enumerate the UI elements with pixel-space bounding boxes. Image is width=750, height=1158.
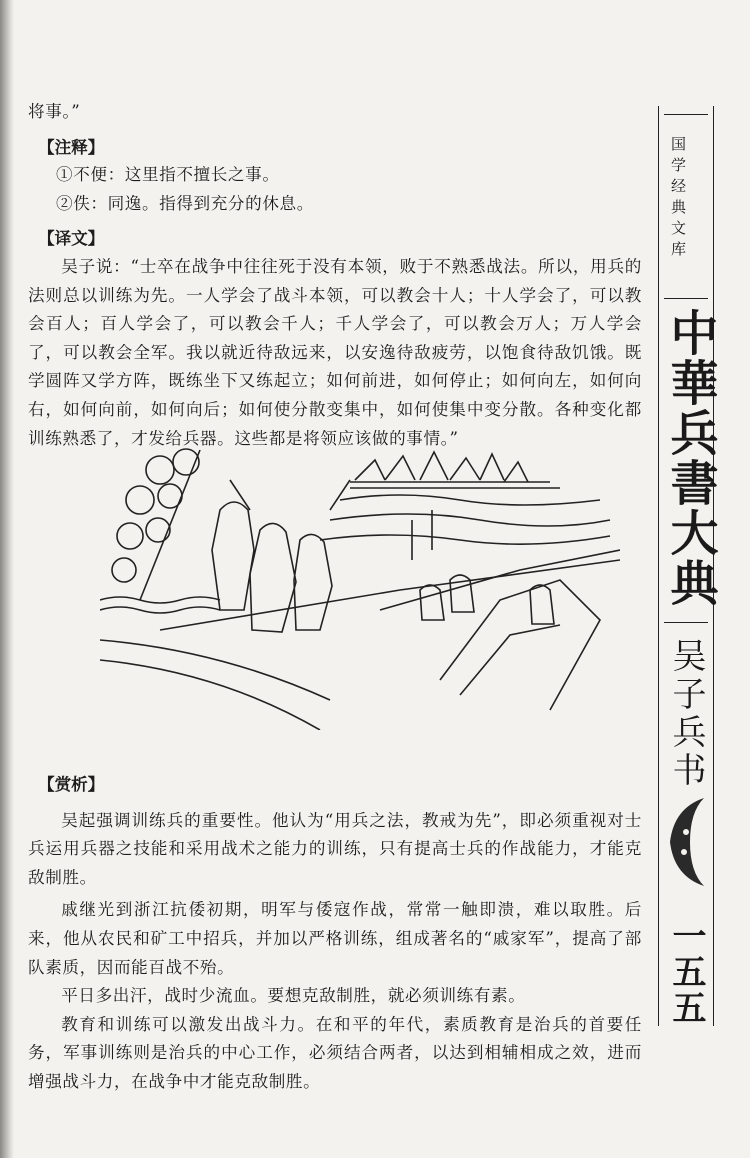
analysis-paragraph-1: 吴起强调训练兵的重要性。他认为“用兵之法，教戒为先”，即必须重视对士兵运用兵器之技能和采用战术之能力的训练，只有提高士兵的作战能力，才能克敌制胜。 [28,810,642,887]
translation-text: 吴子说：“士卒在战争中往往死于没有本领，败于不熟悉战法。所以，用兵的法则总以训练为先。一人学会了战斗本领，可以教会十人；十人学会了，可以教会百人；百人学会了，可以教会千人；千人学会了，可以教会万人；万人学会了，可以教会全军。我以就近待敌远来，以安逸待敌疲劳，以饱食待敌饥饿。既学圆阵又学方阵，既练坐下又练起立；如何前进，如何停止；如何向左，如何向右，如何向前，如何向后；如何使分散变集中，如何使集中变分散。各种变化都训练熟悉了，才发给兵器。这些都是将领应该做的事情。” [28,256,642,448]
analysis-paragraph-4: 教育和训练可以激发出战斗力。在和平的年代，素质教育是治兵的首要任务，军事训练则是治兵的中心工作，必须结合两者，以达到相辅相成之效，进而增强战斗力，在战争中才能克敌制胜。 [28,1014,642,1091]
analysis-section [28,764,642,1097]
battle-ship-illustration [100,440,620,730]
main-text-column [28,98,642,453]
dragon-ornament-icon [664,792,720,892]
series-name: 国学经典文库 [669,136,687,262]
page-number: 一五五 [666,918,706,1026]
sidebar-divider-middle [664,622,708,623]
translation-heading: 【译文】 [38,228,105,249]
analysis-paragraph-2: 戚继光到浙江抗倭初期，明军与倭寇作战，常常一触即溃，难以取胜。后来，他从农民和矿工中招兵，并加以严格训练，组成著名的“戚家军”，提高了部队素质，因而能百战不殆。 [28,900,642,977]
sidebar-divider-top [664,114,708,115]
sidebar-divider-upper [664,298,708,299]
analysis-paragraph-3: 平日多出汗，战时少流血。要想克敌制胜，就必须训练有素。 [61,986,526,1006]
sidebar-banner [648,92,720,1052]
section-title: 吴子兵书 [666,638,706,790]
notes-heading: 【注释】 [38,136,105,157]
analysis-heading: 【赏析】 [38,774,105,794]
note-item-1: ①不便：这里指不擅长之事。 [56,165,280,185]
scan-edge-shadow [0,0,14,1158]
continuation-line: 将事。” [28,102,81,121]
note-item-2: ②佚：同逸。指得到充分的休息。 [56,193,314,213]
book-title: 中華兵書大典 [662,308,718,608]
